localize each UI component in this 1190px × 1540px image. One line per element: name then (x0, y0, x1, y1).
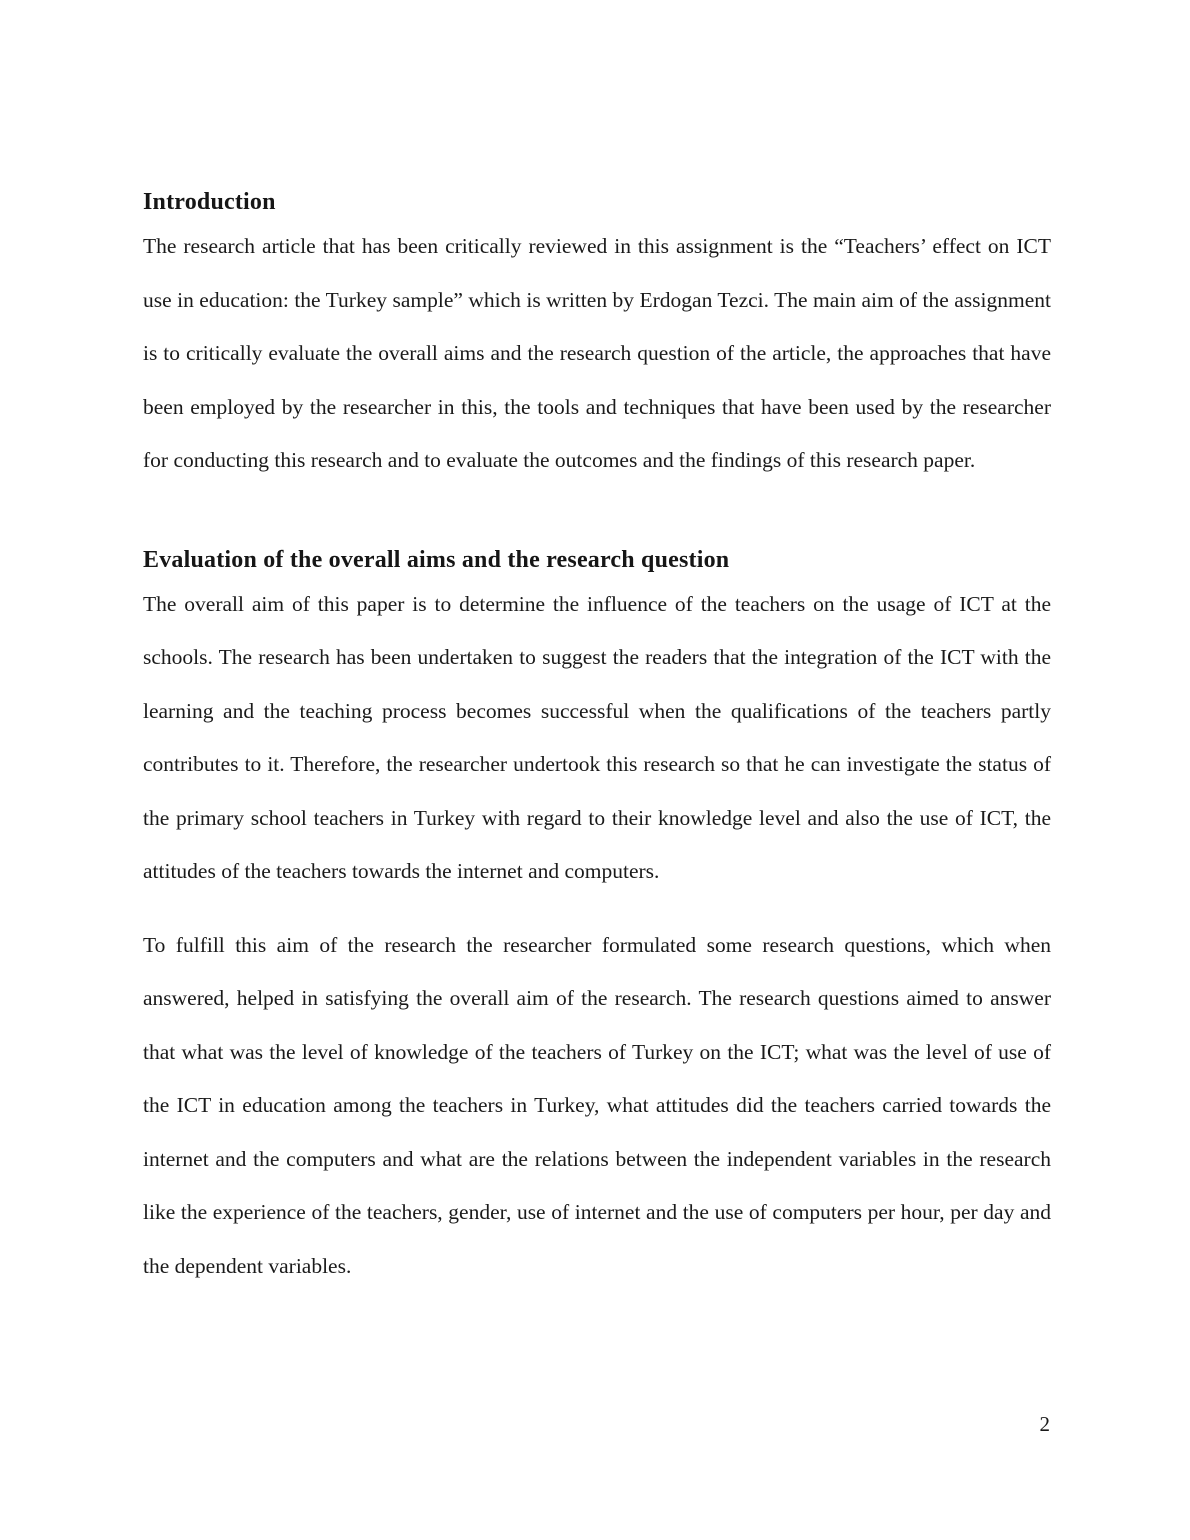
page-number: 2 (1039, 1412, 1050, 1436)
introduction-paragraph: The research article that has been critically reviewed in this assignment is the “Teachers’ effect on ICT use in education: the Turkey sample” which is written by Erdogan Tezci. The main aim of the assignment is to critically evaluate the overall aims and the research question of the article, the approaches that have been employed by the researcher in this, the tools and techniques that have been used by the researcher for conducting this research and to evaluate the outcomes and the findings of this research paper. (143, 234, 1051, 472)
evaluation-paragraph-2: To fulfill this aim of the research the researcher formulated some research questions, which when answered, helped in satisfying the overall aim of the research. The research questions aimed to answer that what was the level of knowledge of the teachers of Turkey on the ICT; what was the level of use of the ICT in education among the teachers in Turkey, what attitudes did the teachers carried towards the internet and the computers and what are the relations between the independent variables in the research like the experience of the teachers, gender, use of internet and the use of computers per hour, per day and the dependent variables. (143, 932, 1051, 1278)
document-body (143, 188, 1051, 1293)
section-heading-introduction: Introduction (143, 189, 276, 215)
evaluation-paragraph-1: The overall aim of this paper is to determine the influence of the teachers on the usage of ICT at the schools. The research has been undertaken to suggest the readers that the integration of the ICT with the learning and the teaching process becomes successful when the qualifications of the teachers partly contributes to it. Therefore, the researcher undertook this research so that he can investigate the status of the primary school teachers in Turkey with regard to their knowledge level and also the use of ICT, the attitudes of the teachers towards the internet and computers. (143, 591, 1051, 883)
section-heading-evaluation: Evaluation of the overall aims and the research question (143, 546, 730, 573)
